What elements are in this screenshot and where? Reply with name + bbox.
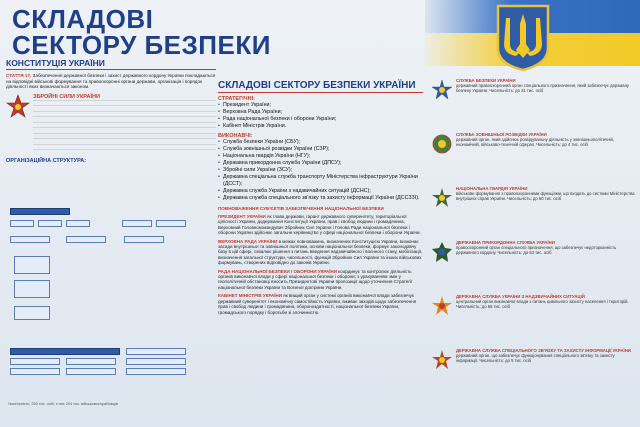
powers-nsdc [218,269,423,291]
sbu-emblem-icon [432,80,452,100]
szr-emblem-icon [432,134,452,154]
org-box [124,236,164,243]
agency-name: СЛУЖБА ЗОВНІШНЬОЇ РОЗВІДКИ УКРАЇНИ [456,132,547,137]
components-column [218,80,423,410]
strategic-label: СТРАТЕГІЧНІ: [218,96,255,102]
parliament-text: в межах повноважень, визначених Конституцією України, визначає засади внутрішньої та зовнішньої політики, основи національної безпеки, формує законодавчу базу в цій сфері, схвалює рішення з питань введення надзвичайного і воєнного стану, мобілізації, визначення загальної структури, чисельності, функцій Збройних Сил України та інших військових формувань, створених відповідно до законів України. [218,238,423,266]
org-box [14,256,50,274]
agency-text: центральний орган виконавчої влади з питань цивільного захисту населення і територій. Чисельність: до 56 тис. осіб [456,299,629,309]
agencies-column [428,78,636,418]
armed-forces-label: ЗБРОЙНІ СИЛИ УКРАЇНИ [33,93,100,100]
org-structure-heading: ОРГАНІЗАЦІЙНА СТРУКТУРА: [6,157,87,164]
title-line-2: СЕКТОРУ БЕЗПЕКИ [12,30,271,60]
list-item: • Рада національної безпеки і оборони України; [218,116,423,123]
strategic-list [218,102,423,130]
agency-block [428,132,636,184]
nsdc-text: координує та контролює діяльність органів виконавчої влади у сфері національної безпеки і оборони; з урахуванням змін у геополітичній обстановці вносить Президентові України пропозиції щодо уточнення Стратегії національної безпеки України та Воєнної доктрини України. [218,268,413,290]
org-box [66,220,90,227]
page-title [12,6,271,58]
executive-label: ВИКОНАВЧІ: [218,133,253,139]
org-box [10,358,60,365]
agency-block [428,294,636,346]
president-lead: ПРЕЗИДЕНТ УКРАЇНИ [218,214,266,219]
org-box [66,358,116,365]
org-box [66,368,116,375]
org-box-top-left [10,208,70,215]
agency-name: ДЕРЖАВНА СЛУЖБА СПЕЦІАЛЬНОГО ЗВ'ЯЗКУ ТА ЗАХИСТУ ІНФОРМАЦІЇ УКРАЇНИ [456,348,631,353]
org-box [10,220,34,227]
agency-name: ДЕРЖАВНА СЛУЖБА УКРАЇНИ З НАДЗВИЧАЙНИХ СИТУАЦІЙ [456,294,585,299]
dsszzi-emblem-icon [432,350,452,370]
org-box [14,280,50,298]
agency-block [428,78,636,130]
powers-president [218,214,423,236]
list-item: • Національна гвардія України (НГУ); [218,153,423,160]
org-box [38,220,62,227]
list-item: • Державна прикордонна служба України (ДПСУ); [218,160,423,167]
nsdc-lead: РАДА НАЦІОНАЛЬНОЇ БЕЗПЕКИ І ОБОРОНИ УКРАЇНИ [218,268,338,274]
list-item: • Верховна Рада України; [218,109,423,116]
list-item: • Служба зовнішньої розвідки України (СЗР); [218,146,423,153]
list-item: • Державна служба України з надзвичайних ситуацій (ДСНС); [218,188,423,195]
org-box [10,236,50,243]
agency-text: військове формування з правоохоронними функціями, що входить до системи Міністерства внутрішніх справ України. Чисельність: до 60 тис. осіб [456,191,635,201]
org-box [126,368,186,375]
org-box [156,220,186,227]
ngu-emblem-icon [432,188,452,208]
agency-text: державний орган, що забезпечує функціонування спеціального зв'язку та захисту інформації. Чисельність: до 5 тис. осіб [456,353,615,363]
org-box-bottom [10,348,120,355]
president-text: як глава держави, гарант державного суверенітету, територіальної цілісності України, додержання Конституції України, прав і свобод людини і громадянина, Верховний Головнокомандувач Збройних Сил України і Голова Ради національної безпеки і оборони України здійснює загальне керівництво у сфері національної безпеки і оборони України. [218,214,421,236]
org-box [122,220,152,227]
executive-list [218,139,423,202]
dpsu-emblem-icon [432,242,452,262]
org-box [126,358,186,365]
org-box [66,236,106,243]
left-footnote: Чисельність: 250 тис. осіб, з них 204 тис. військовослужбовців [8,402,118,406]
list-item: • Державна служба спеціального зв'язку та захисту інформації України (ДССЗЗІ). [218,195,423,202]
agency-name: ДЕРЖАВНА ПРИКОРДОННА СЛУЖБА УКРАЇНИ [456,240,555,245]
org-box [10,368,60,375]
agency-name: СЛУЖБА БЕЗПЕКИ УКРАЇНИ [456,78,516,83]
agency-block [428,240,636,292]
org-chart [6,196,211,386]
org-box [14,306,50,320]
agency-text: державний орган, який здійснює розвідувальну діяльність у зовнішньополітичній, економічній, військово-технічній сферах. Чисельність: до 4 тис. осіб [456,137,614,147]
list-item: • Державна спеціальна служба транспорту Міністерства інфраструктури України (ДССТ); [218,174,423,188]
agency-text: правоохоронний орган спеціального призначення, що забезпечує недоторканність державного кордону. Чисельність: до 53 тис. осіб [456,245,617,255]
powers-cabinet [218,293,423,315]
article-17 [6,73,216,90]
agency-block [428,348,636,400]
dsns-emblem-icon [432,296,452,316]
constitution-heading: КОНСТИТУЦІЯ УКРАЇНИ [6,58,216,70]
article-label: СТАТТЯ 17. [6,73,32,78]
list-item: • Служба безпеки України (СБУ); [218,139,423,146]
title-line-1: СКЛАДОВІ [12,4,154,34]
article-text: Забезпечення державної безпеки і захист державного кордону України покладаються на відповідні військові формування та правоохоронні органи держави, організація і порядок діяльності яких визначаються законом. [6,73,216,90]
list-item: • Президент України; [218,102,423,109]
parliament-lead: ВЕРХОВНА РАДА УКРАЇНИ [218,238,278,244]
agency-block [428,186,636,238]
list-item: • Кабінет Міністрів України. [218,123,423,130]
powers-heading: ПОВНОВАЖЕННЯ СУБ'ЄКТІВ ЗАБЕЗПЕЧЕННЯ НАЦІОНАЛЬНОЇ БЕЗПЕКИ [218,206,384,211]
armed-forces-text-lines [33,100,216,152]
components-heading: СКЛАДОВІ СЕКТОРУ БЕЗПЕКИ УКРАЇНИ [218,80,423,93]
list-item: • Збройні сили України (ЗСУ); [218,167,423,174]
org-box [126,348,186,355]
cabinet-text: як вищий орган у системі органів виконавчої влади забезпечує державний суверенітет і економічну самостійність України, вживає заходів щодо забезпечення прав і свобод людини і громадянина, обороноздатності, національної безпеки України, громадського порядку і боротьби зі злочинністю. [218,293,417,315]
cabinet-lead: КАБІНЕТ МІНІСТРІВ УКРАЇНИ [218,293,282,299]
agency-name: НАЦІОНАЛЬНА ГВАРДІЯ УКРАЇНИ [456,186,528,191]
agency-text: державний правоохоронний орган спеціального призначення, який забезпечує державну безпеку України. Чисельність: до 31 тис. осіб [456,83,629,93]
armed-forces-star-icon [6,94,30,120]
trident-emblem-icon [494,4,552,72]
powers-parliament [218,239,423,266]
